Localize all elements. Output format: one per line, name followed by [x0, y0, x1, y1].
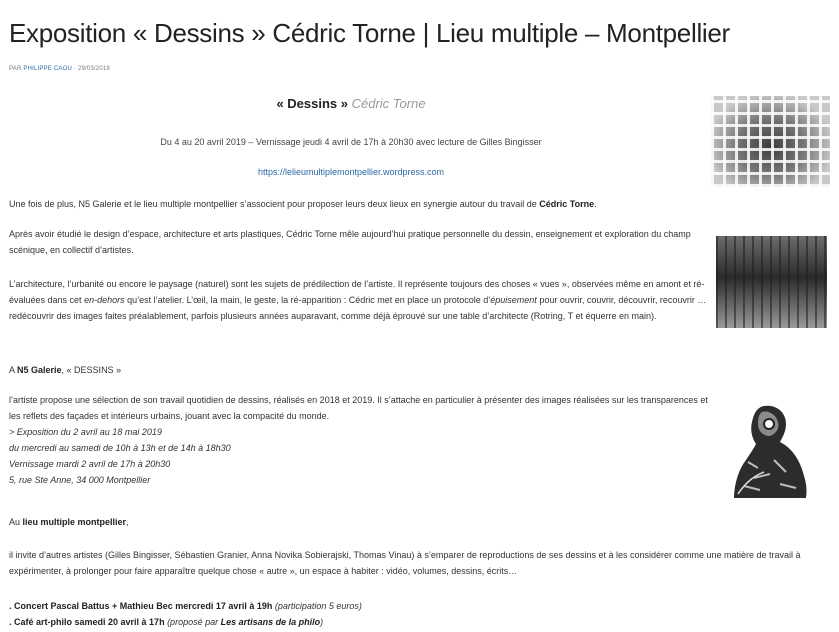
drawing-image-figure[interactable]	[724, 398, 812, 498]
architecture-paragraph: L’architecture, l’urbanité ou encore le paysage (naturel) sont les sujets de prédilection de l’artiste. Il représente toujours des choses « vues », observées même en amont et ré-évaluées dans cet en-dehors qu’est l’atelier. L’œil, la main, le geste, la ré-apparition : Cédric met en place un protocole d’épuisement pour ouvrir, couvrir, découvrir, recouvrir … redécouvrir des images faites préalablement, parfois plusieurs années auparavant, comme déjà éprouvé sur une table d’architecte (Rotring, T et équerre en main).	[9, 279, 707, 321]
subtitle-title: « Dessins »	[276, 96, 348, 111]
byline	[9, 66, 110, 72]
byline-date: · 29/03/2019	[71, 66, 110, 72]
byline-author-link[interactable]: PHILIPPE CAOU	[23, 66, 72, 72]
exhibition-subtitle	[9, 96, 693, 111]
figure-drawing-icon	[724, 398, 812, 498]
exhibition-dates: Du 4 au 20 avril 2019 – Vernissage jeudi 4 avril de 17h à 20h30 avec lecture de Gilles Bingisser	[160, 137, 542, 147]
drawing-image-architecture[interactable]	[716, 236, 827, 328]
event-concert: . Concert Pascal Battus + Mathieu Bec mercredi 17 avril à 19h	[9, 601, 273, 611]
artist-name-bold: Cédric Torne	[539, 199, 595, 209]
lieu-heading: Au lieu multiple montpellier,	[9, 517, 129, 527]
drawing-image-grid[interactable]	[711, 96, 830, 187]
bio-paragraph: Après avoir étudié le design d’espace, architecture et arts plastiques, Cédric Torne mêle aujourd’hui pratique personnelle du dessin, enseignement et exploration du champ scénique, en collectif d’artistes.	[9, 229, 691, 255]
events-list: . Concert Pascal Battus + Mathieu Bec mercredi 17 avril à 19h (participation 5 euros) . Café art-philo samedi 20 avril à 17h (proposé par Les artisans de la philo)	[9, 601, 362, 627]
article-title: Exposition « Dessins » Cédric Torne | Lieu multiple – Montpellier	[9, 18, 730, 48]
n5-paragraph: l’artiste propose une sélection de son travail quotidien de dessins, réalisés en 2018 et 2019. Il s’attache en particulier à présenter des images réalisées sur les transparences et les reflets des façades et intérieurs urbains, jouant avec la compacité du monde. > Exposition du 2 avril au 18 mai 2019 du mercredi au samedi de 10h à 13h et de 14h à 18h30 Vernissage mardi 2 avril de 17h à 20h30 5, rue Ste Anne, 34 000 Montpellier	[9, 395, 708, 485]
n5-opening-hours: du mercredi au samedi de 10h à 13h et de 14h à 18h30	[9, 443, 231, 453]
website-link[interactable]: https://lelieumultiplemontpellier.wordpress.com	[257, 167, 445, 177]
lieu-paragraph: il invite d’autres artistes (Gilles Bingisser, Sébastien Granier, Anna Novika Sobierajski, Thomas Vinau) à s’emparer de reproductions de ses dessins et à les considérer comme une matière de travail à expérimenter, à prolonger pour faire apparaître quelque chose « autre », un espace à habiter : vidéo, volumes, dessins, écrits…	[9, 550, 801, 576]
n5-address: 5, rue Ste Anne, 34 000 Montpellier	[9, 475, 151, 485]
byline-prefix: PAR	[9, 66, 24, 72]
n5-heading: A N5 Galerie, « DESSINS »	[9, 365, 122, 375]
intro-paragraph: Une fois de plus, N5 Galerie et le lieu multiple montpellier s’associent pour proposer leurs deux lieux en synergie autour du travail de Cédric Torne.	[9, 199, 597, 209]
n5-galerie-name: N5 Galerie	[17, 365, 62, 375]
n5-vernissage: Vernissage mardi 2 avril de 17h à 20h30	[9, 459, 171, 469]
subtitle-artist: Cédric Torne	[351, 96, 426, 111]
event-cafe-philo: . Café art-philo samedi 20 avril à 17h	[9, 617, 165, 627]
artisans-philo-link[interactable]: Les artisans de la philo	[220, 617, 321, 627]
lieu-multiple-name: lieu multiple montpellier	[22, 517, 127, 527]
n5-exhibition-dates: > Exposition du 2 avril au 18 mai 2019	[9, 427, 162, 437]
